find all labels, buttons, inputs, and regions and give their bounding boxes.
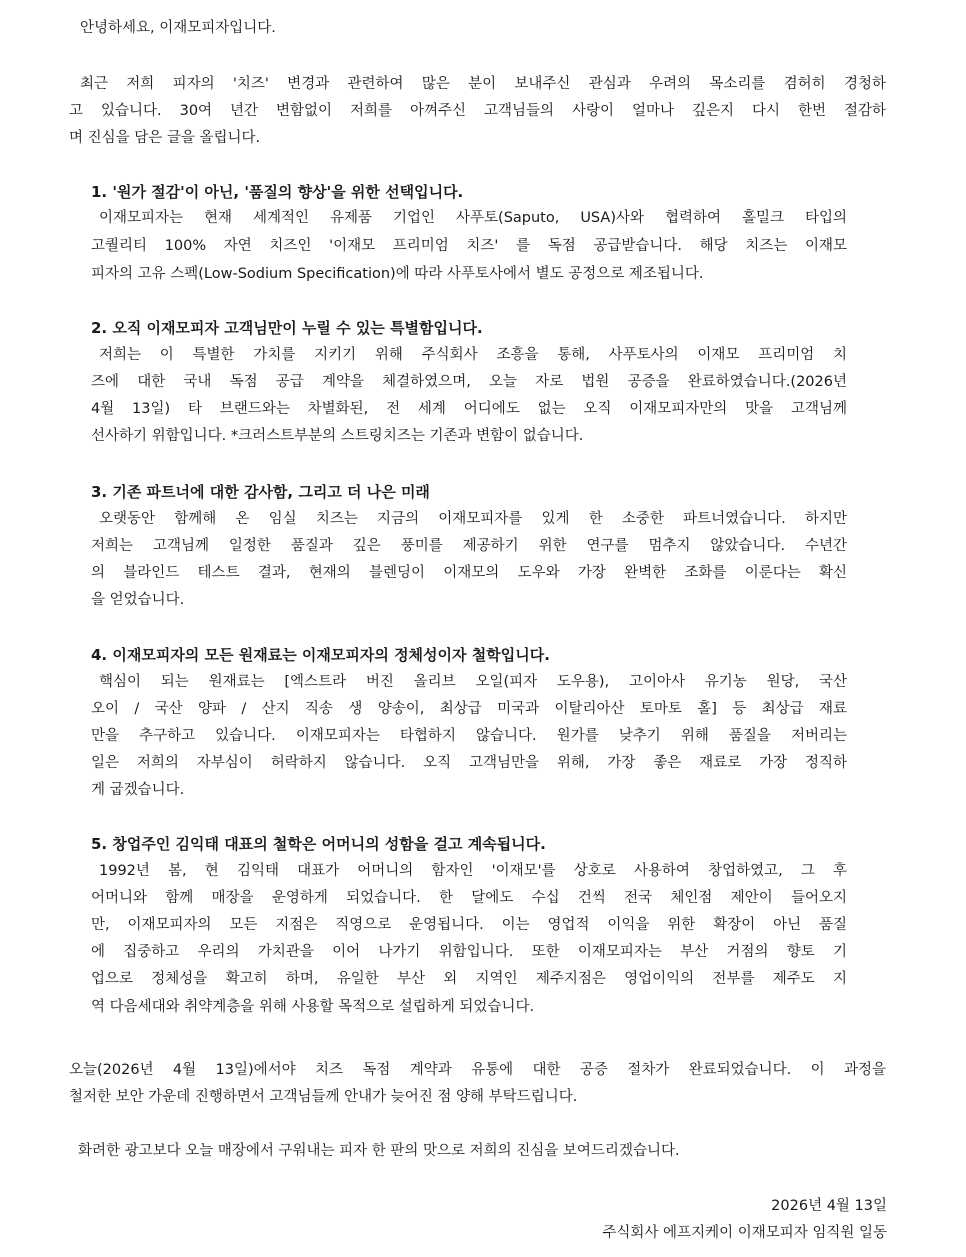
section-4-line: 오이 / 국산 양파 / 산지 직송 생 양송이, 최상급 미국과 이탈리아산 토마토 홀] 등 최상급 재료 [91, 701, 847, 717]
section-3-line: 오랫동안 함께해 온 임실 치즈는 지금의 이재모피자를 있게 한 소중한 파트너였습니다. 하지만 [99, 511, 847, 527]
greeting: 안녕하세요, 이재모피자입니다. [80, 20, 276, 36]
section-2-line: 저희는 이 특별한 가치를 지키기 위해 주식회사 조흥을 통해, 사푸토사의 이재모 프리미엄 치 [99, 347, 847, 363]
section-2-heading: 2. 오직 이재모피자 고객님만이 누릴 수 있는 특별함입니다. [91, 319, 483, 337]
intro-line: 고 있습니다. 30여 년간 변함없이 저희를 아껴주신 고객님들의 사랑이 얼마나 깊은지 다시 한번 절감하 [69, 103, 886, 119]
intro-line: 며 진심을 담은 글을 올립니다. [69, 130, 261, 146]
section-3-line: 을 얻었습니다. [91, 592, 185, 608]
final-statement: 화려한 광고보다 오늘 매장에서 구워내는 피자 한 판의 맛으로 저희의 진심을 보여드리겠습니다. [78, 1143, 680, 1159]
closing-line: 오늘(2026년 4월 13일)에서야 치즈 독점 계약과 유통에 대한 공증 절차가 완료되었습니다. 이 과정을 [69, 1062, 886, 1078]
section-5-heading: 5. 창업주인 김익태 대표의 철학은 어머니의 성함을 걸고 계속됩니다. [91, 835, 546, 853]
signature-date: 2026년 4월 13일 [771, 1198, 887, 1214]
section-5-line: 만, 이재모피자의 모든 지점은 직영으로 운영됩니다. 이는 영업적 이익을 위한 확장이 아닌 품질 [91, 917, 847, 933]
section-5-line: 1992년 봄, 현 김익태 대표가 어머니의 함자인 '이재모'를 상호로 사용하여 창업하였고, 그 후 [99, 863, 847, 879]
intro-line: 최근 저희 피자의 '치즈' 변경과 관련하여 많은 분이 보내주신 관심과 우려의 목소리를 겸허히 경청하 [80, 76, 886, 92]
section-3-line: 의 블라인드 테스트 결과, 현재의 블렌딩이 이재모의 도우와 가장 완벽한 조화를 이룬다는 확신 [91, 565, 847, 581]
section-4-line: 일은 저희의 자부심이 허락하지 않습니다. 오직 고객님만을 위해, 가장 좋은 재료로 가장 정직하 [91, 755, 847, 771]
section-1-line: 피자의 고유 스펙(Low-Sodium Specification)에 따라 사푸토사에서 별도 공정으로 제조됩니다. [91, 266, 704, 282]
section-3-line: 저희는 고객님께 일정한 품질과 깊은 풍미를 제공하기 위한 연구를 멈추지 않았습니다. 수년간 [91, 538, 847, 554]
section-5-line: 업으로 정체성을 확고히 하며, 유일한 부산 외 지역인 제주지점은 영업이익의 전부를 제주도 지 [91, 971, 847, 987]
section-1-line: 이재모피자는 현재 세계적인 유제품 기업인 사푸토(Saputo, USA)사와 협력하여 홀밀크 타입의 [99, 210, 847, 226]
section-5-line: 어머니와 함께 매장을 운영하게 되었습니다. 한 달에도 수십 건씩 전국 체인점 제안이 들어오지 [91, 890, 847, 906]
section-1-line: 고퀄리티 100% 자연 치즈인 '이재모 프리미엄 치즈' 를 독점 공급받습니다. 해당 치즈는 이재모 [91, 238, 847, 254]
section-5-line: 에 집중하고 우리의 가치관을 이어 나가기 위함입니다. 또한 이재모피자는 부산 거점의 향토 기 [91, 944, 847, 960]
section-4-line: 만을 추구하고 있습니다. 이재모피자는 타협하지 않습니다. 원가를 낮추기 위해 품질을 저버리는 [91, 728, 847, 744]
section-4-heading: 4. 이재모피자의 모든 원재료는 이재모피자의 정체성이자 철학입니다. [91, 646, 550, 664]
section-4-line: 게 굽겠습니다. [91, 782, 185, 798]
section-2-line: 즈에 대한 국내 독점 공급 계약을 체결하였으며, 오늘 자로 법원 공증을 완료하였습니다.(2026년 [91, 374, 847, 390]
section-1-heading: 1. '원가 절감'이 아닌, '품질의 향상'을 위한 선택입니다. [91, 183, 464, 201]
closing-line: 철저한 보안 가운데 진행하면서 고객님들께 안내가 늦어진 점 양해 부탁드립니다. [69, 1089, 578, 1105]
section-2-line: 4월 13일) 타 브랜드와는 차별화된, 전 세계 어디에도 없는 오직 이재모피자만의 맛을 고객님께 [91, 401, 847, 417]
signature-author: 주식회사 에프지케이 이재모피자 임직원 일동 [602, 1225, 887, 1241]
section-2-line: 선사하기 위함입니다. *크러스트부분의 스트링치즈는 기존과 변함이 없습니다. [91, 428, 584, 444]
section-4-line: 핵심이 되는 원재료는 [엑스트라 버진 올리브 오일(피자 도우용), 고이아사 유기농 원당, 국산 [99, 674, 847, 690]
section-3-heading: 3. 기존 파트너에 대한 감사함, 그리고 더 나은 미래 [91, 483, 430, 501]
section-5-line: 역 다음세대와 취약계층을 위해 사용할 목적으로 설립하게 되었습니다. [91, 999, 535, 1015]
